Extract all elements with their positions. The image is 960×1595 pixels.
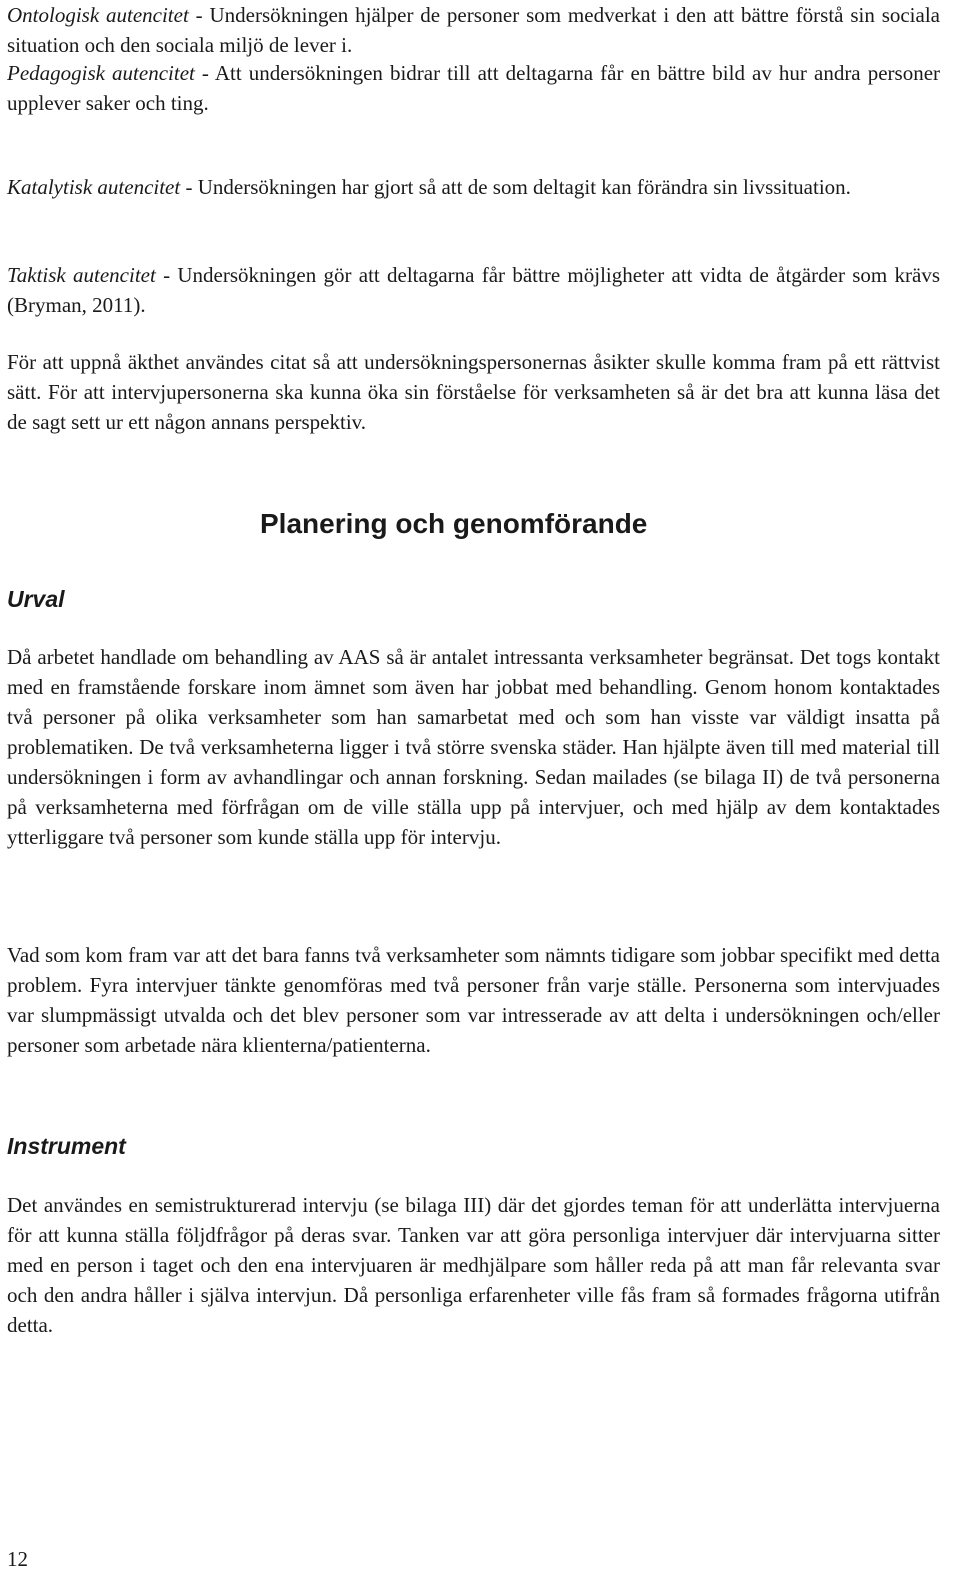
- criterion-description: - Undersökningen hjälper de personer som medverkat i den att bättre förstå sin sociala situation och den sociala miljö de lever i.: [7, 3, 940, 57]
- criterion-description: - Att undersökningen bidrar till att deltagarna får en bättre bild av hur andra personer upplever saker och ting.: [7, 61, 941, 115]
- criterion-term: Ontologisk autencitet: [7, 3, 189, 27]
- criterion-pedagogisk: [7, 58, 940, 118]
- criterion-taktisk: [7, 260, 940, 320]
- criterion-description: - Undersökningen gör att deltagarna får bättre möjligheter att vidta de åtgärder som krävs (Bryman, 2011).: [7, 263, 940, 317]
- urval-heading: Urval: [7, 586, 65, 612]
- urval-paragraph-1: Då arbetet handlade om behandling av AAS så är antalet intressanta verksamheter begränsat. Det togs kontakt med en framstående forskare inom ämnet som även har jobbat med behandling. Genom honom kontaktades två personer på olika verksamheter som han samarbetat med och som han visste var väldigt insatta på problematiken. De två verksamheterna ligger i två större svenska städer. Han hjälpte även till med material till undersökningen i form av avhandlingar och annan forskning. Sedan mailades (se bilaga II) de två personerna på verksamheterna med förfrågan om de ville ställa upp på intervjuer, och med hjälp av dem kontaktades ytterliggare två personer som kunde ställa upp för intervju.: [7, 645, 940, 849]
- authenticity-paragraph: För att uppnå äkthet användes citat så att undersökningspersonernas åsikter skulle komma fram på ett rättvist sätt. För att intervjupersonerna ska kunna öka sin förståelse för verksamheten så är det bra att kunna läsa det de sagt sett ur ett någon annans perspektiv.: [7, 350, 940, 434]
- criterion-term: Pedagogisk autencitet: [7, 61, 195, 85]
- criterion-term: Taktisk autencitet: [7, 263, 156, 287]
- criterion-description: - Undersökningen har gjort så att de som deltagit kan förändra sin livssituation.: [180, 175, 851, 199]
- page-number: 12: [7, 1547, 28, 1571]
- instrument-heading: Instrument: [7, 1133, 126, 1159]
- criterion-katalytisk: [7, 172, 851, 202]
- instrument-paragraph: Det användes en semistrukturerad intervju (se bilaga III) där det gjordes teman för att underlätta intervjuerna för att kunna ställa följdfrågor på deras svar. Tanken var att göra personliga intervjuer där intervjuarna sitter med en person i taget och den ena intervjuaren är medhjälpare som håller reda på att man får relevanta svar och den andra håller i själva intervjun. Då personliga erfarenheter ville fås fram så formades frågorna utifrån detta.: [7, 1193, 940, 1337]
- criterion-ontologisk: [7, 0, 940, 60]
- section-title: Planering och genomförande: [260, 508, 648, 539]
- criterion-term: Katalytisk autencitet: [7, 175, 181, 199]
- urval-paragraph-2: Vad som kom fram var att det bara fanns två verksamheter som nämnts tidigare som jobbar specifikt med detta problem. Fyra intervjuer tänkte genomföras med två personer från varje ställe. Personerna som intervjuades var slumpmässigt utvalda och det blev personer som var intresserade av att delta i undersökningen och/eller personer som arbetade nära klienterna/patienterna.: [7, 943, 940, 1057]
